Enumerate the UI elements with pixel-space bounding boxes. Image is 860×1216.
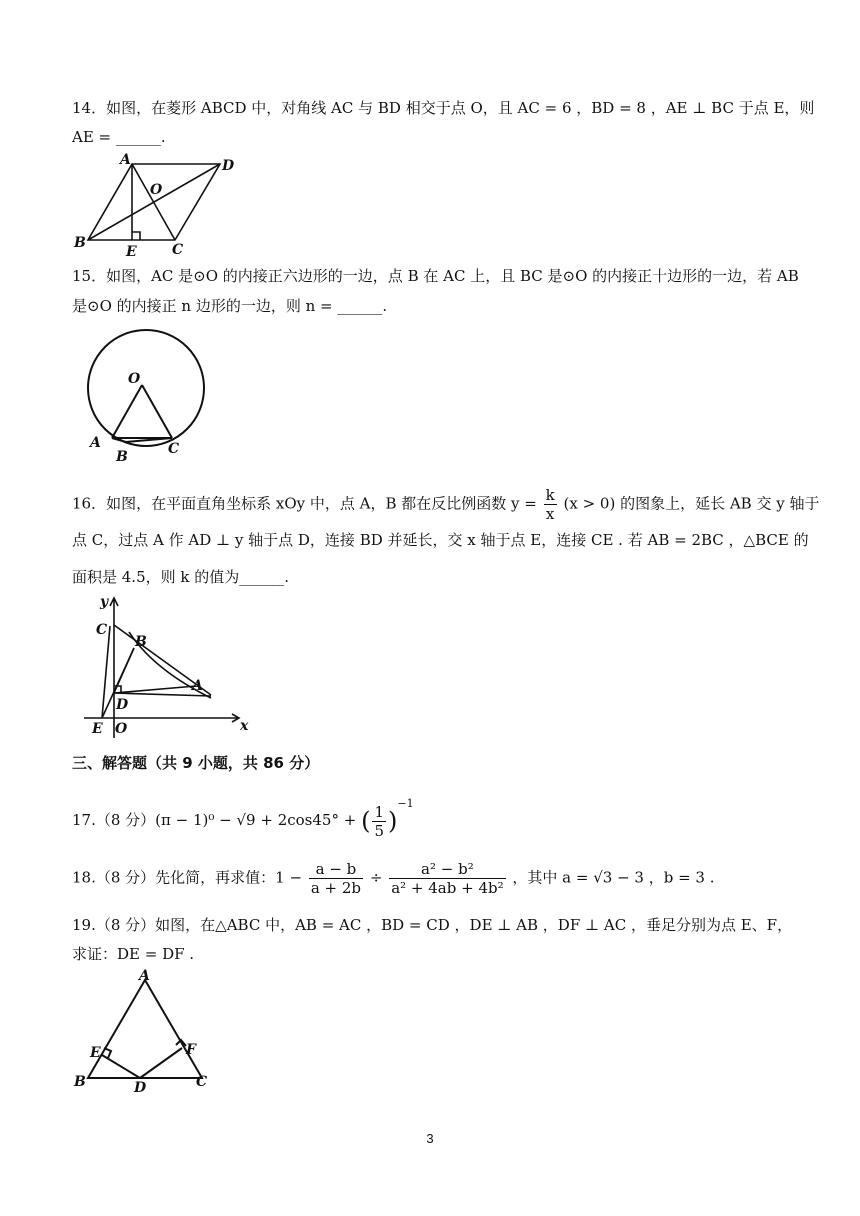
q18-f1-num: a − b: [309, 860, 363, 879]
q15-label-c: C: [168, 441, 180, 457]
q14-label-a: A: [120, 152, 131, 168]
page-number: 3: [426, 1131, 434, 1146]
q16-text-line2: 点 C，过点 A 作 AD ⊥ y 轴于点 D，连接 BD 并延长，交 x 轴于点 E，连接 CE . 若 AB = 2BC ，△BCE 的: [72, 531, 809, 549]
q19-triangle-figure: [70, 966, 220, 1096]
q16-frac-num: k: [545, 486, 555, 504]
q16-label-b: B: [135, 634, 147, 650]
q16-text-line1: [72, 486, 819, 523]
q15-text-line2: 是⊙O 的内接正 n 边形的一边，则 n = ______.: [72, 297, 388, 315]
q15-label-o: O: [128, 371, 141, 387]
q16-label-a: A: [192, 678, 203, 694]
q16-label-o: O: [115, 721, 128, 737]
q18-fraction-1: [309, 860, 363, 897]
q18-f2-den: a² + 4ab + 4b²: [391, 879, 504, 897]
q19-label-a: A: [139, 968, 150, 984]
q15-label-b: B: [116, 449, 128, 465]
q18-text: [72, 860, 715, 897]
q17-frac-num: 1: [374, 802, 385, 821]
q18-f1-den: a + 2b: [310, 879, 362, 897]
q16-text-line3: 面积是 4.5，则 k 的值为______.: [72, 568, 290, 586]
q16-label-c: C: [96, 622, 108, 638]
section-3-title: 三、解答题（共 9 小题，共 86 分）: [72, 754, 320, 772]
q19-text-line2: 求证：DE = DF .: [72, 945, 195, 963]
q16-label-e: E: [92, 721, 103, 737]
q16-label-y: y: [100, 594, 109, 610]
q14-rhombus-figure: [70, 150, 250, 258]
q17-frac-den: 5: [374, 821, 385, 840]
q17-text: 17.（8 分）(π − 1)⁰ − √9 + 2cos45° + ( $\frac{1}{5}$ )$^{-1}$: [72, 797, 414, 840]
q15-text-line1: 15．如图，AC 是⊙O 的内接正六边形的一边，点 B 在 AC 上，且 BC 是⊙O 的内接正十边形的一边，若 AB: [72, 267, 799, 285]
q16-fraction: [544, 486, 557, 523]
q16-text-post: (x > 0) 的图象上，延长 AB 交 y 轴于: [563, 494, 820, 513]
q14-label-d: D: [222, 158, 235, 174]
q17-text-pre: 17.（8 分）(π − 1)⁰ − √9 + 2cos45° +: [72, 811, 357, 829]
q16-text-pre: 16．如图，在平面直角坐标系 xOy 中，点 A，B 都在反比例函数 y =: [72, 494, 537, 513]
q14-label-c: C: [172, 242, 184, 258]
q17-exponent: −1: [397, 797, 414, 810]
q14-text-line2: AE = ______.: [72, 128, 166, 146]
q14-label-b: B: [74, 235, 86, 251]
q14-label-e: E: [126, 244, 137, 258]
q19-label-b: B: [74, 1074, 86, 1090]
q14-text-line1: 14．如图，在菱形 ABCD 中，对角线 AC 与 BD 相交于点 O，且 AC = 6 ，BD = 8 ，AE ⊥ BC 于点 E，则: [72, 99, 815, 117]
q19-label-f: F: [186, 1042, 196, 1058]
q18-div-sign: ÷: [369, 868, 383, 887]
q16-coordinate-figure: [74, 590, 254, 745]
q16-label-d: D: [116, 697, 129, 713]
q18-text-pre: 18.（8 分）先化简，再求值：1 −: [72, 868, 303, 887]
q18-fraction-2: [389, 860, 505, 897]
q18-f2-num: a² − b²: [389, 860, 505, 879]
q15-label-a: A: [90, 435, 101, 451]
q15-circle-figure: [76, 325, 226, 465]
q19-label-e: E: [90, 1045, 101, 1061]
q16-label-x: x: [240, 718, 249, 734]
q19-label-c: C: [196, 1074, 208, 1090]
q14-label-o: O: [150, 182, 163, 198]
q19-text-line1: 19.（8 分）如图，在△ABC 中，AB = AC ，BD = CD ，DE ⊥ AB ，DF ⊥ AC ，垂足分别为点 E、F，: [72, 916, 793, 934]
q16-frac-den: x: [545, 505, 555, 523]
q19-label-d: D: [134, 1080, 147, 1096]
q17-fraction: [372, 803, 386, 840]
q18-text-post: ，其中 a = √3 − 3 ，b = 3 .: [512, 868, 715, 887]
